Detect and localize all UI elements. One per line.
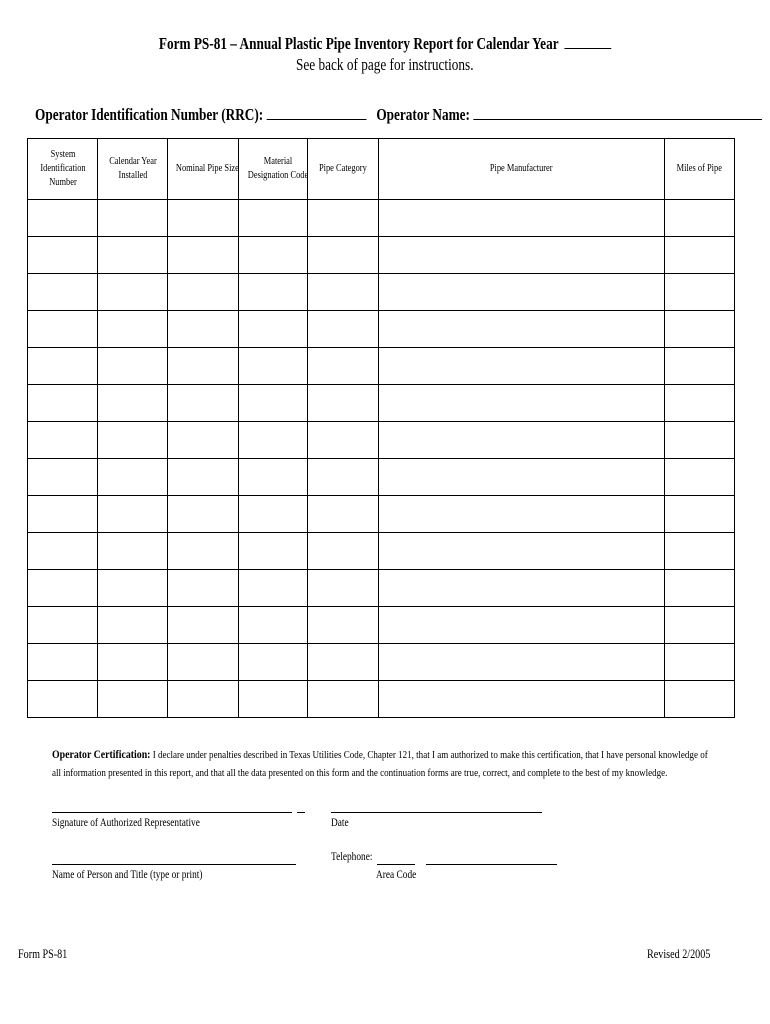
area-code-label: Area Code	[376, 867, 417, 881]
table-row	[28, 237, 735, 274]
cell-miles-of-pipe[interactable]	[665, 533, 735, 570]
operator-name-label: Operator Name:	[376, 105, 470, 124]
cell-pipe-category[interactable]	[308, 422, 379, 459]
cell-material-code[interactable]	[239, 385, 308, 422]
cell-pipe-category[interactable]	[308, 348, 379, 385]
column-header-system-id: System Identification Number	[28, 139, 98, 200]
cell-miles-of-pipe[interactable]	[665, 348, 735, 385]
cell-pipe-manufacturer[interactable]	[379, 237, 665, 274]
cell-miles-of-pipe[interactable]	[665, 385, 735, 422]
column-header-calendar-year: Calendar Year Installed	[98, 139, 168, 200]
operator-name-field[interactable]	[473, 103, 762, 120]
cell-material-code[interactable]	[239, 311, 308, 348]
cell-system-id[interactable]	[28, 533, 98, 570]
table-row	[28, 200, 735, 237]
cell-material-code[interactable]	[239, 348, 308, 385]
cell-material-code[interactable]	[239, 570, 308, 607]
operator-row	[35, 103, 770, 125]
cell-pipe-category[interactable]	[308, 644, 379, 681]
form-title	[0, 34, 770, 54]
certification-label: Operator Certification:	[52, 747, 151, 761]
cell-system-id[interactable]	[28, 385, 98, 422]
cell-nominal-pipe-size[interactable]	[168, 681, 239, 718]
table-row	[28, 422, 735, 459]
cell-nominal-pipe-size[interactable]	[168, 348, 239, 385]
cell-nominal-pipe-size[interactable]	[168, 533, 239, 570]
table-row	[28, 496, 735, 533]
signature-dash	[297, 812, 305, 813]
cell-pipe-manufacturer[interactable]	[379, 311, 665, 348]
cell-calendar-year[interactable]	[98, 570, 168, 607]
cell-nominal-pipe-size[interactable]	[168, 311, 239, 348]
signature-label: Signature of Authorized Representative	[52, 815, 200, 829]
cell-pipe-category[interactable]	[308, 200, 379, 237]
area-code-field[interactable]	[377, 864, 415, 865]
date-label: Date	[331, 815, 349, 829]
cell-pipe-category[interactable]	[308, 533, 379, 570]
cell-miles-of-pipe[interactable]	[665, 644, 735, 681]
cell-pipe-manufacturer[interactable]	[379, 681, 665, 718]
cell-material-code[interactable]	[239, 274, 308, 311]
cell-calendar-year[interactable]	[98, 237, 168, 274]
cell-material-code[interactable]	[239, 200, 308, 237]
table-row	[28, 607, 735, 644]
cell-system-id[interactable]	[28, 644, 98, 681]
table-row	[28, 311, 735, 348]
cell-material-code[interactable]	[239, 496, 308, 533]
cell-miles-of-pipe[interactable]	[665, 422, 735, 459]
cell-material-code[interactable]	[239, 681, 308, 718]
operator-certification	[52, 745, 712, 782]
cell-pipe-category[interactable]	[308, 311, 379, 348]
title-block	[0, 34, 770, 76]
cell-calendar-year[interactable]	[98, 274, 168, 311]
cell-pipe-manufacturer[interactable]	[379, 607, 665, 644]
cell-nominal-pipe-size[interactable]	[168, 496, 239, 533]
table-header-row	[28, 139, 735, 200]
operator-id-label: Operator Identification Number (RRC):	[35, 105, 264, 124]
cell-pipe-manufacturer[interactable]	[379, 200, 665, 237]
cell-nominal-pipe-size[interactable]	[168, 200, 239, 237]
cell-nominal-pipe-size[interactable]	[168, 385, 239, 422]
cell-pipe-manufacturer[interactable]	[379, 274, 665, 311]
cell-nominal-pipe-size[interactable]	[168, 570, 239, 607]
signature-field[interactable]	[52, 812, 292, 813]
cell-pipe-manufacturer[interactable]	[379, 570, 665, 607]
footer-form-id: Form PS-81	[18, 946, 68, 961]
cell-calendar-year[interactable]	[98, 385, 168, 422]
name-title-field[interactable]	[52, 864, 296, 865]
cell-pipe-manufacturer[interactable]	[379, 533, 665, 570]
cell-pipe-category[interactable]	[308, 607, 379, 644]
cell-miles-of-pipe[interactable]	[665, 681, 735, 718]
table-row	[28, 644, 735, 681]
cell-pipe-manufacturer[interactable]	[379, 385, 665, 422]
telephone-number-field[interactable]	[426, 864, 557, 865]
cell-nominal-pipe-size[interactable]	[168, 459, 239, 496]
cell-material-code[interactable]	[239, 607, 308, 644]
cell-pipe-category[interactable]	[308, 237, 379, 274]
cell-material-code[interactable]	[239, 422, 308, 459]
cell-calendar-year[interactable]	[98, 681, 168, 718]
cell-miles-of-pipe[interactable]	[665, 274, 735, 311]
cell-calendar-year[interactable]	[98, 459, 168, 496]
cell-system-id[interactable]	[28, 422, 98, 459]
cell-pipe-manufacturer[interactable]	[379, 496, 665, 533]
footer-revised: Revised 2/2005	[647, 946, 711, 961]
cell-calendar-year[interactable]	[98, 496, 168, 533]
cell-calendar-year[interactable]	[98, 607, 168, 644]
cell-calendar-year[interactable]	[98, 348, 168, 385]
cell-system-id[interactable]	[28, 496, 98, 533]
cell-nominal-pipe-size[interactable]	[168, 644, 239, 681]
form-title-text: Form PS-81 – Annual Plastic Pipe Inventory Report for Calendar Year	[158, 34, 559, 53]
cell-system-id[interactable]	[28, 459, 98, 496]
cell-pipe-category[interactable]	[308, 274, 379, 311]
cell-miles-of-pipe[interactable]	[665, 459, 735, 496]
cell-material-code[interactable]	[239, 644, 308, 681]
cell-miles-of-pipe[interactable]	[665, 200, 735, 237]
cell-system-id[interactable]	[28, 274, 98, 311]
form-subtitle-text: See back of page for instructions.	[296, 55, 474, 74]
cell-nominal-pipe-size[interactable]	[168, 237, 239, 274]
calendar-year-field[interactable]	[565, 34, 612, 49]
cell-calendar-year[interactable]	[98, 533, 168, 570]
inventory-table	[27, 138, 735, 718]
cell-pipe-manufacturer[interactable]	[379, 644, 665, 681]
cell-miles-of-pipe[interactable]	[665, 570, 735, 607]
cell-miles-of-pipe[interactable]	[665, 607, 735, 644]
column-header-pipe-manufacturer: Pipe Manufacturer	[379, 139, 665, 200]
cell-system-id[interactable]	[28, 607, 98, 644]
cell-system-id[interactable]	[28, 681, 98, 718]
table-row	[28, 459, 735, 496]
cell-pipe-category[interactable]	[308, 496, 379, 533]
date-field[interactable]	[331, 812, 542, 813]
table-row	[28, 570, 735, 607]
telephone-label: Telephone:	[331, 849, 373, 863]
cell-calendar-year[interactable]	[98, 644, 168, 681]
column-header-nominal-pipe-size: Nominal Pipe Size	[168, 139, 239, 200]
name-title-label: Name of Person and Title (type or print)	[52, 867, 203, 881]
cell-nominal-pipe-size[interactable]	[168, 607, 239, 644]
cell-system-id[interactable]	[28, 348, 98, 385]
cell-system-id[interactable]	[28, 570, 98, 607]
cell-nominal-pipe-size[interactable]	[168, 422, 239, 459]
table-row	[28, 681, 735, 718]
cell-miles-of-pipe[interactable]	[665, 311, 735, 348]
table-row	[28, 274, 735, 311]
cell-material-code[interactable]	[239, 237, 308, 274]
cell-pipe-category[interactable]	[308, 570, 379, 607]
cell-pipe-manufacturer[interactable]	[379, 459, 665, 496]
cell-system-id[interactable]	[28, 237, 98, 274]
column-header-miles-of-pipe: Miles of Pipe	[665, 139, 735, 200]
cell-miles-of-pipe[interactable]	[665, 237, 735, 274]
inventory-body	[28, 200, 735, 718]
certification-text: I declare under penalties described in Texas Utilities Code, Chapter 121, that I am authorized to make this certification, that I have personal knowledge of all information presented in this report, and that all the data presented on this form and the continuation forms are true, correct, and complete to the best of my knowledge.	[52, 749, 708, 779]
cell-calendar-year[interactable]	[98, 200, 168, 237]
table-row	[28, 385, 735, 422]
cell-pipe-manufacturer[interactable]	[379, 422, 665, 459]
cell-material-code[interactable]	[239, 533, 308, 570]
cell-system-id[interactable]	[28, 200, 98, 237]
cell-pipe-category[interactable]	[308, 385, 379, 422]
cell-calendar-year[interactable]	[98, 311, 168, 348]
cell-calendar-year[interactable]	[98, 422, 168, 459]
cell-material-code[interactable]	[239, 459, 308, 496]
cell-pipe-manufacturer[interactable]	[379, 348, 665, 385]
cell-system-id[interactable]	[28, 311, 98, 348]
cell-pipe-category[interactable]	[308, 681, 379, 718]
form-subtitle	[0, 54, 770, 76]
table-row	[28, 348, 735, 385]
cell-nominal-pipe-size[interactable]	[168, 274, 239, 311]
table-row	[28, 533, 735, 570]
column-header-pipe-category: Pipe Category	[308, 139, 379, 200]
cell-pipe-category[interactable]	[308, 459, 379, 496]
cell-miles-of-pipe[interactable]	[665, 496, 735, 533]
operator-id-field[interactable]	[267, 103, 367, 120]
column-header-material-code: Material Designation Code	[239, 139, 308, 200]
